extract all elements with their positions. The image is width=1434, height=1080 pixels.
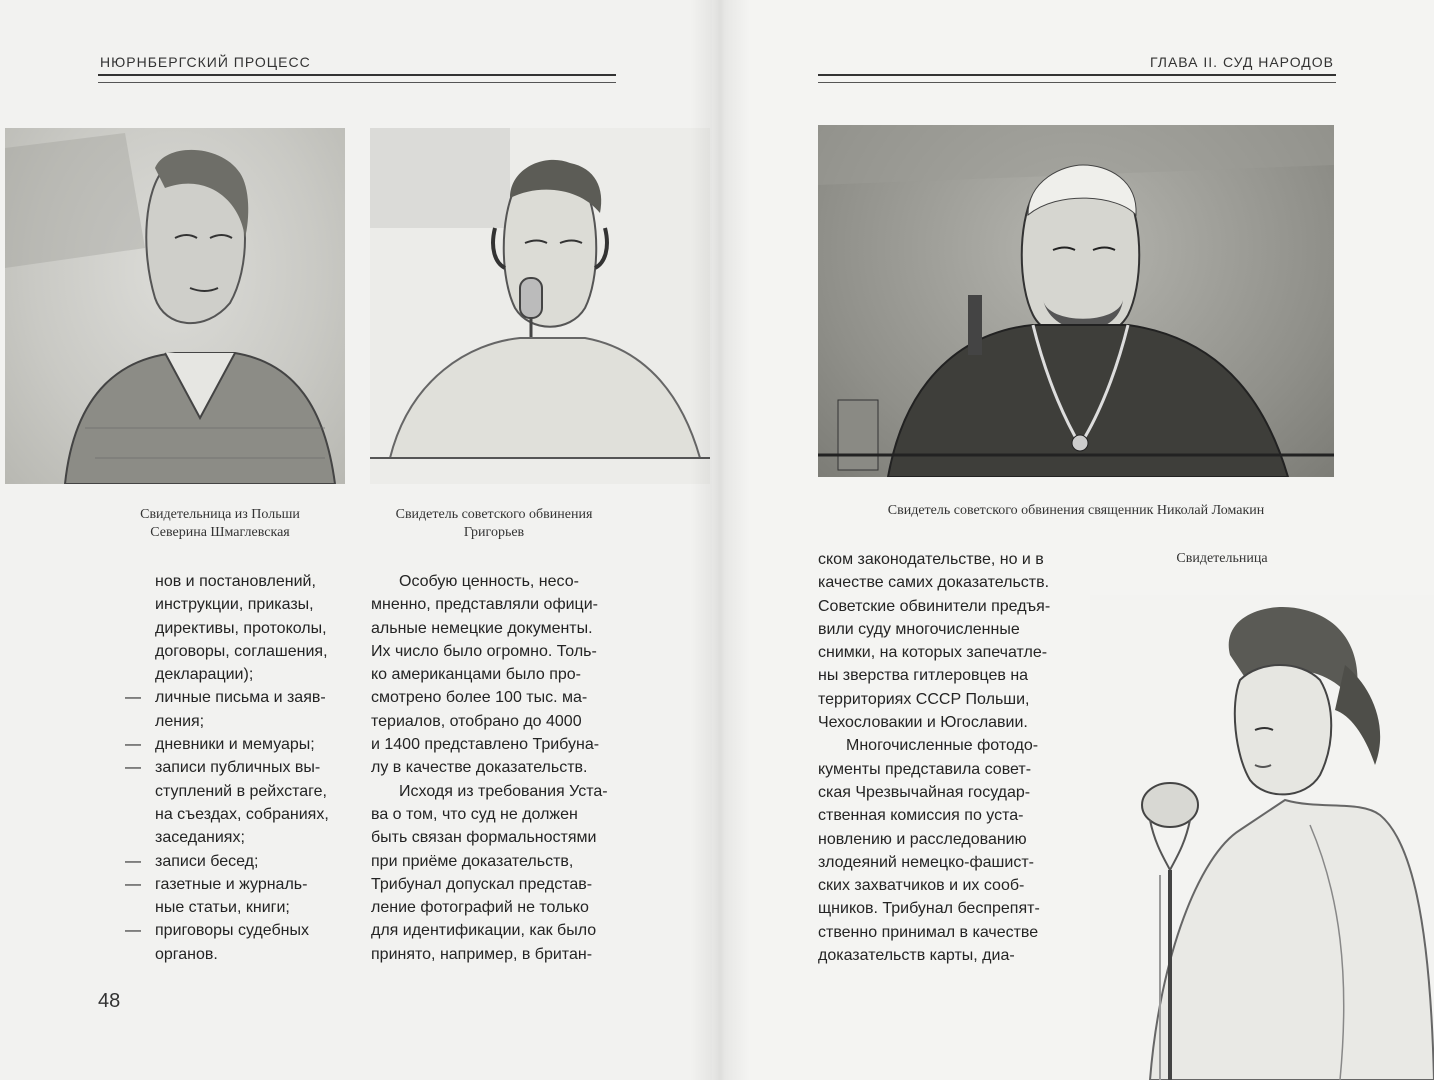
text-line: дневники и мемуары; [155,736,315,754]
list-item [125,873,345,920]
list-dash: — [125,875,141,893]
text-line: ственно принимал в качестве [818,923,1039,941]
list-item [125,686,345,733]
text-line: териалов, отобрано до 4000 [371,712,582,730]
text-line: договоры, соглашения, [155,642,328,660]
sketch-priest-lomakin [818,125,1334,477]
text-line: записи публичных вы- [155,759,321,777]
sketch-woman-portrait-icon [5,128,345,484]
text-line: мненно, представляли офици- [371,596,598,614]
text-line: ные статьи, книги; [155,899,290,917]
text-line: ва о том, что суд не должен [371,805,578,823]
paragraph [371,570,619,593]
text-line: Чехословакии и Югославии. [818,714,1028,732]
paragraph [371,780,619,803]
caption-illustration-3 [818,502,1334,520]
text-line: инструкции, приказы, [155,596,314,614]
text-line: Трибунал допускал представ- [371,875,593,893]
page-number: 48 [98,990,121,1012]
text-column-left [371,570,619,966]
list-item [125,919,345,966]
caption-illustration-1 [100,506,340,542]
list-dash: — [125,922,141,940]
text-line: кументы представила совет- [818,760,1032,778]
sketch-female-witness [1090,595,1434,1080]
list-dash: — [125,852,141,870]
text-line: Их число было огромно. Толь- [371,642,597,660]
running-head-left: НЮРНБЕРГСКИЙ ПРОЦЕСС [100,54,311,70]
text-line: декларации); [155,666,254,684]
text-line: качестве самих доказательств. [818,574,1050,592]
list-dash: — [125,759,141,777]
text-line: принято, например, в британ- [371,945,593,963]
caption-line: Свидетель советского обвинения [395,507,593,522]
text-line: вили суду многочисленные [818,620,1020,638]
text-line: ления; [155,712,205,730]
text-line: ских захватчиков и их сооб- [818,877,1025,895]
text-line: заседаниях; [155,829,245,847]
text-line: новлению и расследованию [818,830,1027,848]
text-line: для идентификации, как было [371,922,597,940]
sketch-man-portrait-icon [370,128,710,484]
text-line: газетные и журналь- [155,875,308,893]
left-page [0,0,712,1080]
text-line: Исходя из требования Уста- [399,782,608,800]
list-item [125,733,345,756]
list-column [125,570,345,966]
text-line: ская Чрезвычайная государ- [818,783,1031,801]
text-line: снимки, на которых запечатле- [818,644,1048,662]
text-line: при приёме доказательств, [371,852,574,870]
caption-line: Григорьев [463,525,525,540]
header-rule-left [98,74,616,83]
text-line: доказательств карты, диа- [818,947,1015,965]
header-rule-right [818,74,1336,83]
text-line: нов и постановлений, [155,573,316,590]
text-line: Советские обвинители предъя- [818,597,1051,615]
sketch-woman-microphone-icon [1090,595,1434,1080]
text-column-right [818,548,1070,967]
text-line: личные письма и заяв- [155,689,326,707]
text-line: органов. [155,945,218,963]
caption-line: Свидетель советского обвинения священник Николай Ломакин [887,503,1265,518]
text-line: Многочисленные фотодо- [846,737,1039,755]
text-line: быть связан формальностями [371,829,597,847]
text-line: лу в качестве доказательств. [371,759,588,777]
text-line: ны зверства гитлеровцев на [818,667,1029,685]
paragraph [818,734,1070,757]
text-line: ском законодательстве, но и в [818,551,1044,568]
running-head-right: ГЛАВА II. СУД НАРОДОВ [1149,54,1334,70]
list-item [125,850,345,873]
caption-illustration-2 [374,506,614,542]
text-line: директивы, протоколы, [155,619,327,637]
text-line: записи бесед; [155,852,259,870]
caption-line: Северина Шмаглевская [150,525,290,540]
sketch-witness-grigoriev [370,128,710,484]
caption-line: Свидетельница из Польши [140,507,300,522]
text-line: злодеяний немецко-фашист- [818,853,1034,871]
right-page [712,0,1434,1080]
list-intro [125,570,345,686]
text-line: альные немецкие документы. [371,619,593,637]
text-line: ко американцами было про- [371,666,581,684]
caption-illustration-4 [1132,550,1312,568]
list-dash: — [125,689,141,707]
text-line: щников. Трибунал беспрепят- [818,900,1040,918]
text-line: Особую ценность, несо- [399,573,579,590]
list-dash: — [125,736,141,754]
text-line: территориях СССР Польши, [818,690,1030,708]
sketch-priest-portrait-icon [818,125,1334,477]
text-line: ление фотографий не только [371,899,589,917]
list-item [125,756,345,849]
caption-line: Свидетельница [1176,551,1268,566]
text-line: приговоры судебных [155,922,309,940]
text-line: смотрено более 100 тыс. ма- [371,689,588,707]
text-line: и 1400 представлено Трибуна- [371,736,600,754]
text-line: на съездах, собраниях, [155,805,329,823]
text-line: ступлений в рейхстаге, [155,782,327,800]
sketch-witness-shmaglevskaya [5,128,345,484]
text-line: ственная комиссия по уста- [818,807,1024,825]
